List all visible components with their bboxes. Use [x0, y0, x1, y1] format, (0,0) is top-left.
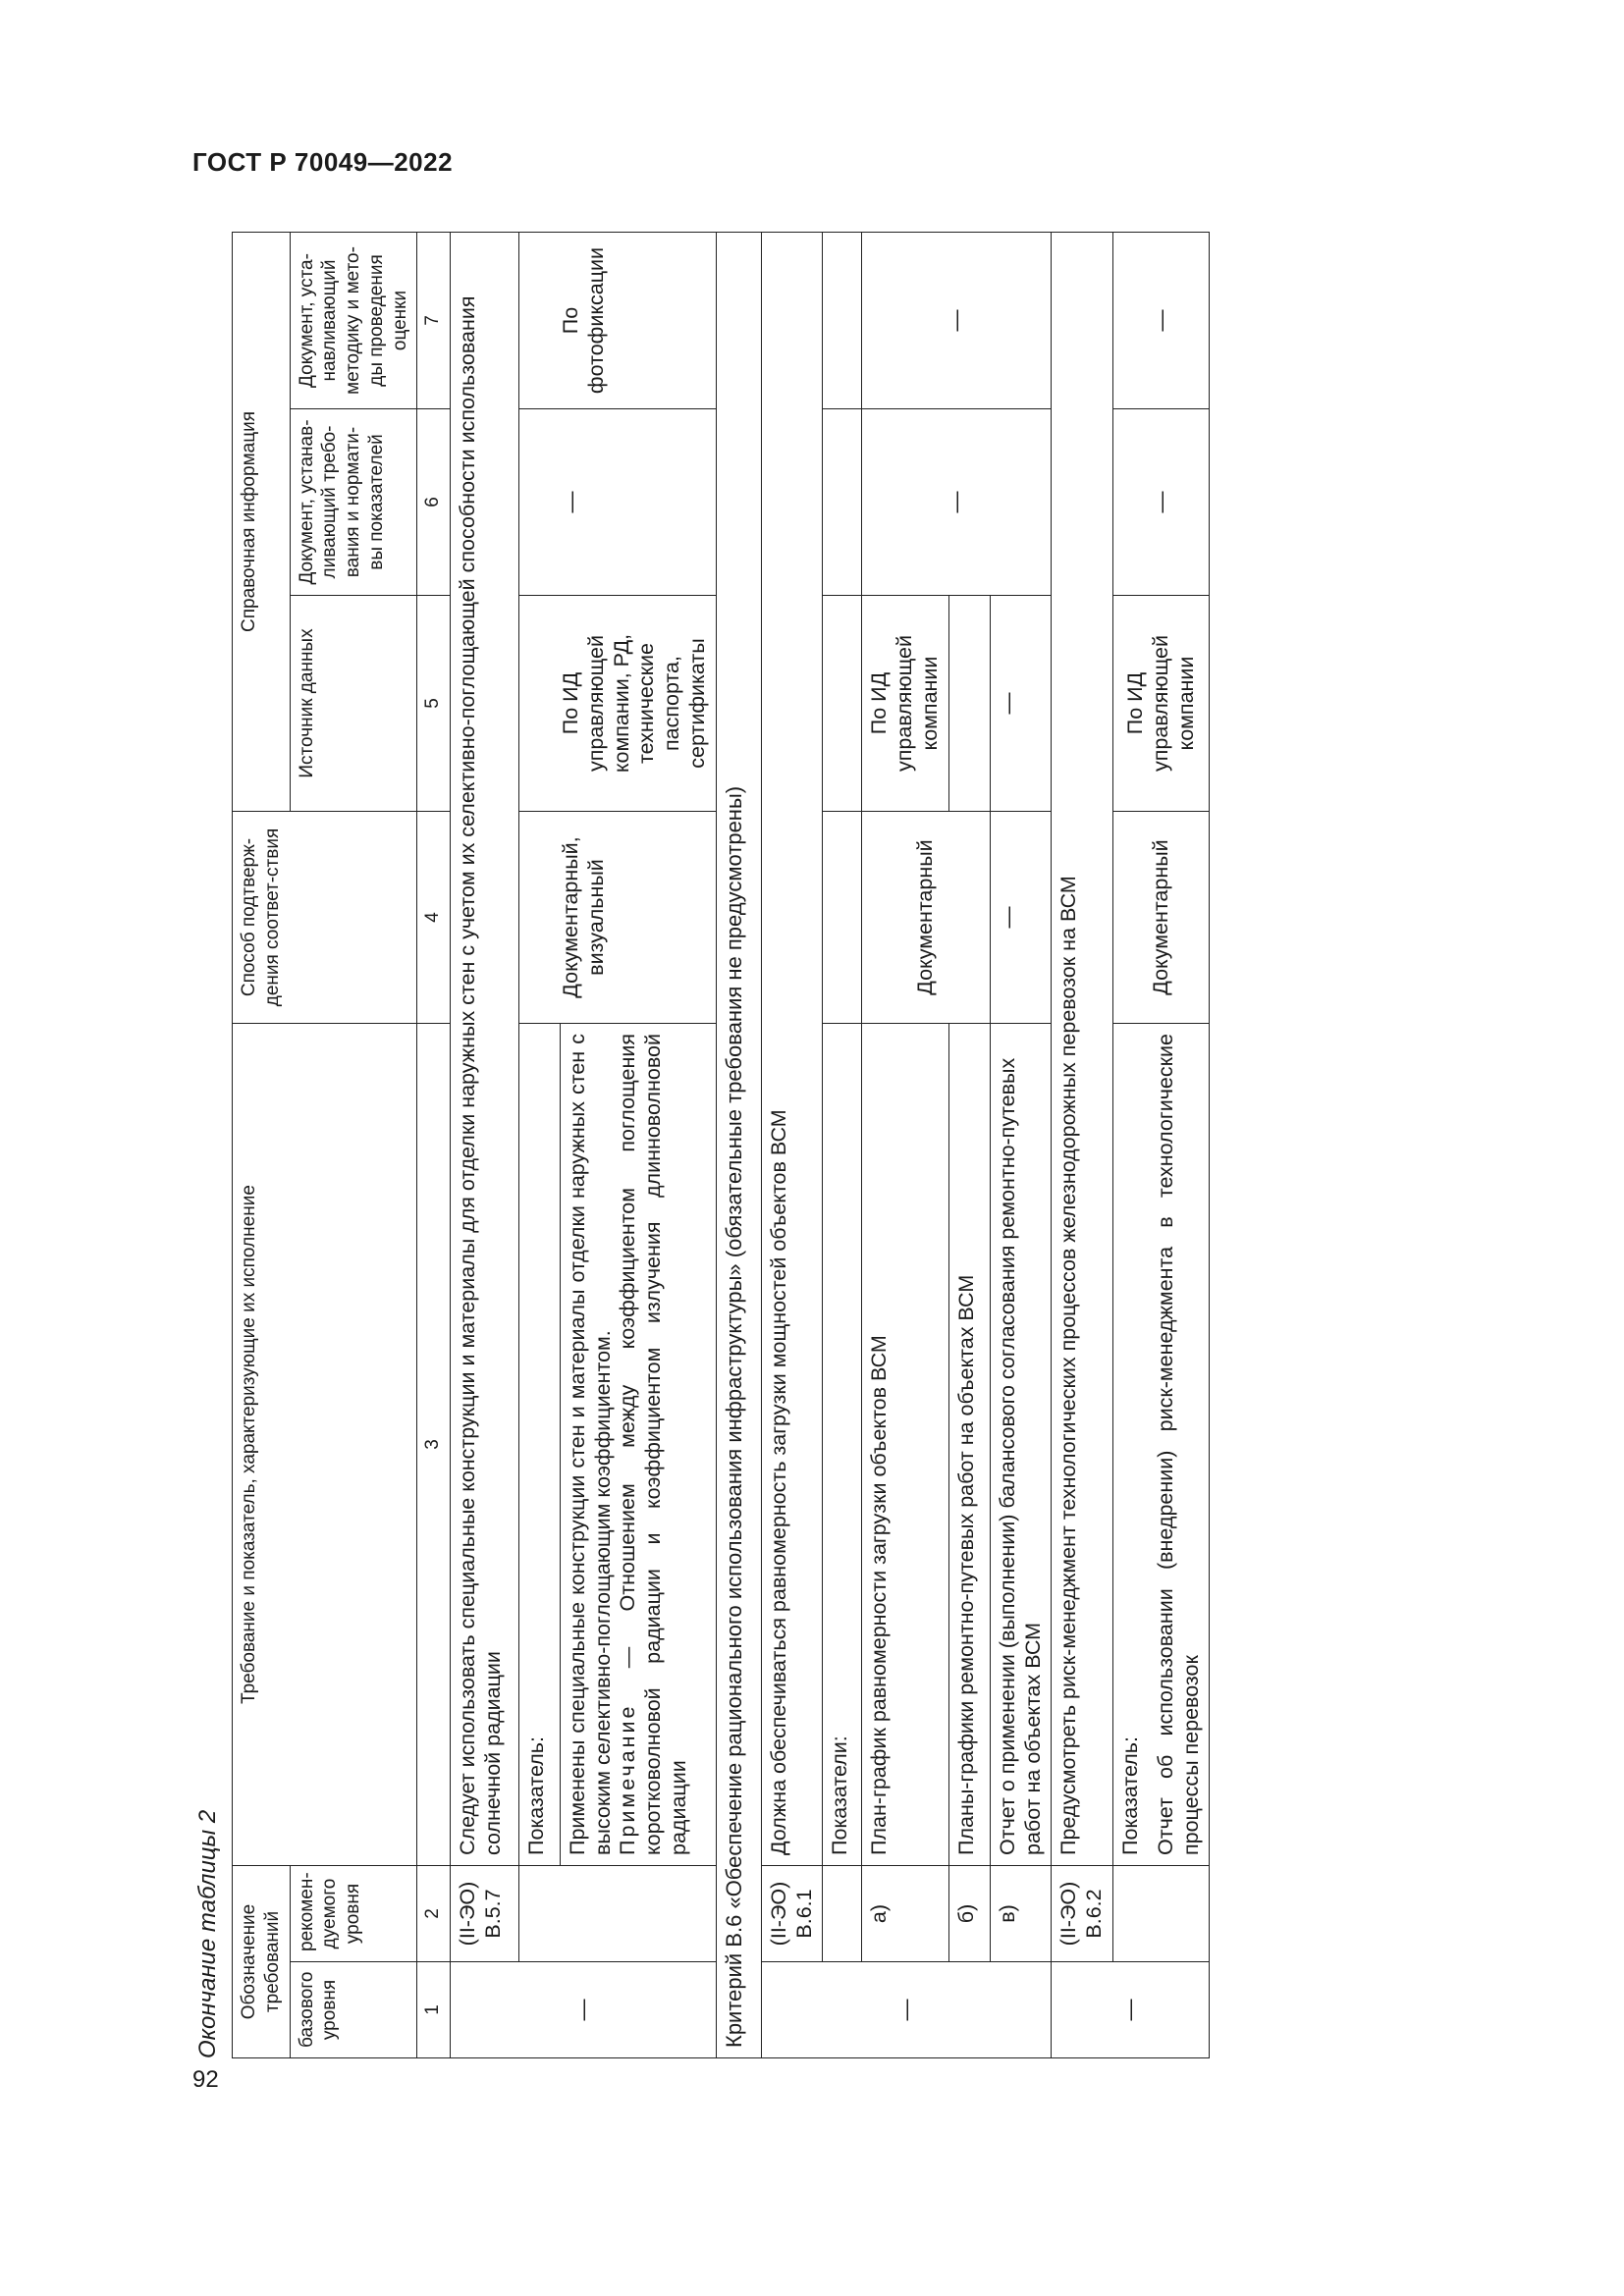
indicator-label: Показатель:: [1118, 1736, 1142, 1855]
doc-method: —: [862, 233, 1052, 409]
empty-cell: [1113, 1866, 1210, 1962]
header-confirmation: Способ подтверж-дения соответ-ствия: [233, 812, 417, 1024]
base-level-cell: —: [1052, 1962, 1210, 2058]
table-row: [1052, 233, 1113, 2058]
item-letter: а): [862, 1866, 948, 1962]
table-row: [761, 233, 823, 2058]
data-source: —: [990, 596, 1052, 812]
header-reference: Справочная информация: [233, 233, 291, 812]
table-header-row: [233, 233, 291, 2058]
doc-requirements: —: [1113, 409, 1210, 596]
indicator-label: Показатель:: [519, 1024, 561, 1866]
table-row: [862, 233, 948, 2058]
data-source: По ИД управляющей компании, РД, технические паспорта, сертификаты: [519, 596, 717, 812]
confirmation-method: Документарный: [1113, 812, 1210, 1024]
doc-requirements: —: [519, 409, 717, 596]
header-recommended-level: рекомен-дуемого уровня: [290, 1866, 417, 1962]
item-letter: в): [990, 1866, 1052, 1962]
confirmation-method: Документарный: [862, 812, 990, 1024]
header-data-source: Источник данных: [290, 596, 417, 812]
confirmation-method: —: [990, 812, 1052, 1024]
indicator-text: Применены специальные конструкции стен и материалы отделки наружных стен с высоким селективно-поглощающим коэффициентом.: [565, 1034, 615, 1855]
indicators-label: Показатели:: [823, 1024, 862, 1866]
empty-cell: [823, 812, 862, 1024]
item-text: Планы-графики ремонтно-путевых работ на объектах ВСМ: [948, 1024, 990, 1866]
empty-cell: [823, 233, 862, 409]
criterion-title: Критерий В.6 «Обеспечение рационального использования инфраструктуры» (обязательные требования не предусмотрены): [716, 233, 761, 2058]
page-number: 92: [192, 2066, 219, 2093]
requirements-table: [232, 232, 1210, 2058]
header-base-level: базового уровня: [290, 1962, 417, 2058]
column-number: 1: [417, 1962, 451, 2058]
empty-cell: [823, 409, 862, 596]
column-number: 3: [417, 1024, 451, 1866]
empty-cell: [948, 596, 990, 812]
empty-cell: [823, 1866, 862, 1962]
table-row: [451, 233, 519, 2058]
header-doc-method: Документ, уста-навливающий методику и мето-ды проведения оценки: [290, 233, 417, 409]
column-number: 2: [417, 1866, 451, 1962]
column-numbers-row: [417, 233, 451, 2058]
column-number: 5: [417, 596, 451, 812]
column-number: 6: [417, 409, 451, 596]
indicator-content: [560, 1024, 716, 1866]
table-caption: Окончание таблицы 2: [194, 1809, 221, 2058]
requirement-code: (II-ЭО) В.5.7: [451, 1866, 519, 1962]
header-doc-requirements: Документ, устанав-ливающий требо-вания и нормати-вы показателей: [290, 409, 417, 596]
criterion-row: [716, 233, 761, 2058]
item-text: План-график равномерности загрузки объектов ВСМ: [862, 1024, 948, 1866]
doc-method: —: [1113, 233, 1210, 409]
requirement-text: Должна обеспечиваться равномерность загрузки мощностей объектов ВСМ: [761, 233, 823, 1866]
note: [616, 1034, 691, 1855]
base-level-cell: —: [761, 1962, 1052, 2058]
table-row: [1113, 233, 1210, 2058]
empty-cell: [823, 596, 862, 812]
requirement-text: Следует использовать специальные конструкции и материалы для отделки наружных стен с учетом их селективно-поглощающей способности использования солнечной радиации: [451, 233, 519, 1866]
header-requirement: Требование и показатель, характеризующие их исполнение: [233, 1024, 417, 1866]
requirement-code: (II-ЭО) В.6.1: [761, 1866, 823, 1962]
item-letter: б): [948, 1866, 990, 1962]
header-designation: Обозначение требований: [233, 1866, 291, 2058]
item-text: Отчет о применении (выполнении) балансового согласования ремонтно-путевых работ на объектах ВСМ: [990, 1024, 1052, 1866]
empty-cell: [519, 1866, 717, 1962]
table-row: [519, 233, 561, 2058]
indicator-text: Отчет об использовании (внедрении) риск-менеджмента в технологические процессы перевозок: [1153, 1034, 1203, 1855]
rotated-table-frame: [163, 233, 1528, 2058]
data-source: По ИД управляющей компании: [1113, 596, 1210, 812]
requirement-text: Предусмотреть риск-менеджмент технологических процессов железнодорожных перевозок на ВСМ: [1052, 233, 1113, 1866]
doc-method: По фотофиксации: [519, 233, 717, 409]
indicator-content: [1113, 1024, 1210, 1866]
document-header: ГОСТ Р 70049—2022: [192, 147, 454, 177]
confirmation-method: Документарный, визуальный: [519, 812, 717, 1024]
note-text: — Отношением между коэффициентом поглощения коротковолновой радиации и коэффициентом излучения длинноволновой радиации: [616, 1034, 691, 1855]
data-source: По ИД управляющей компании: [862, 596, 948, 812]
note-label: Примечание: [616, 1703, 640, 1855]
table-row: [823, 233, 862, 2058]
column-number: 4: [417, 812, 451, 1024]
base-level-cell: —: [451, 1962, 717, 2058]
doc-requirements: —: [862, 409, 1052, 596]
requirement-code: (II-ЭО) В.6.2: [1052, 1866, 1113, 1962]
column-number: 7: [417, 233, 451, 409]
